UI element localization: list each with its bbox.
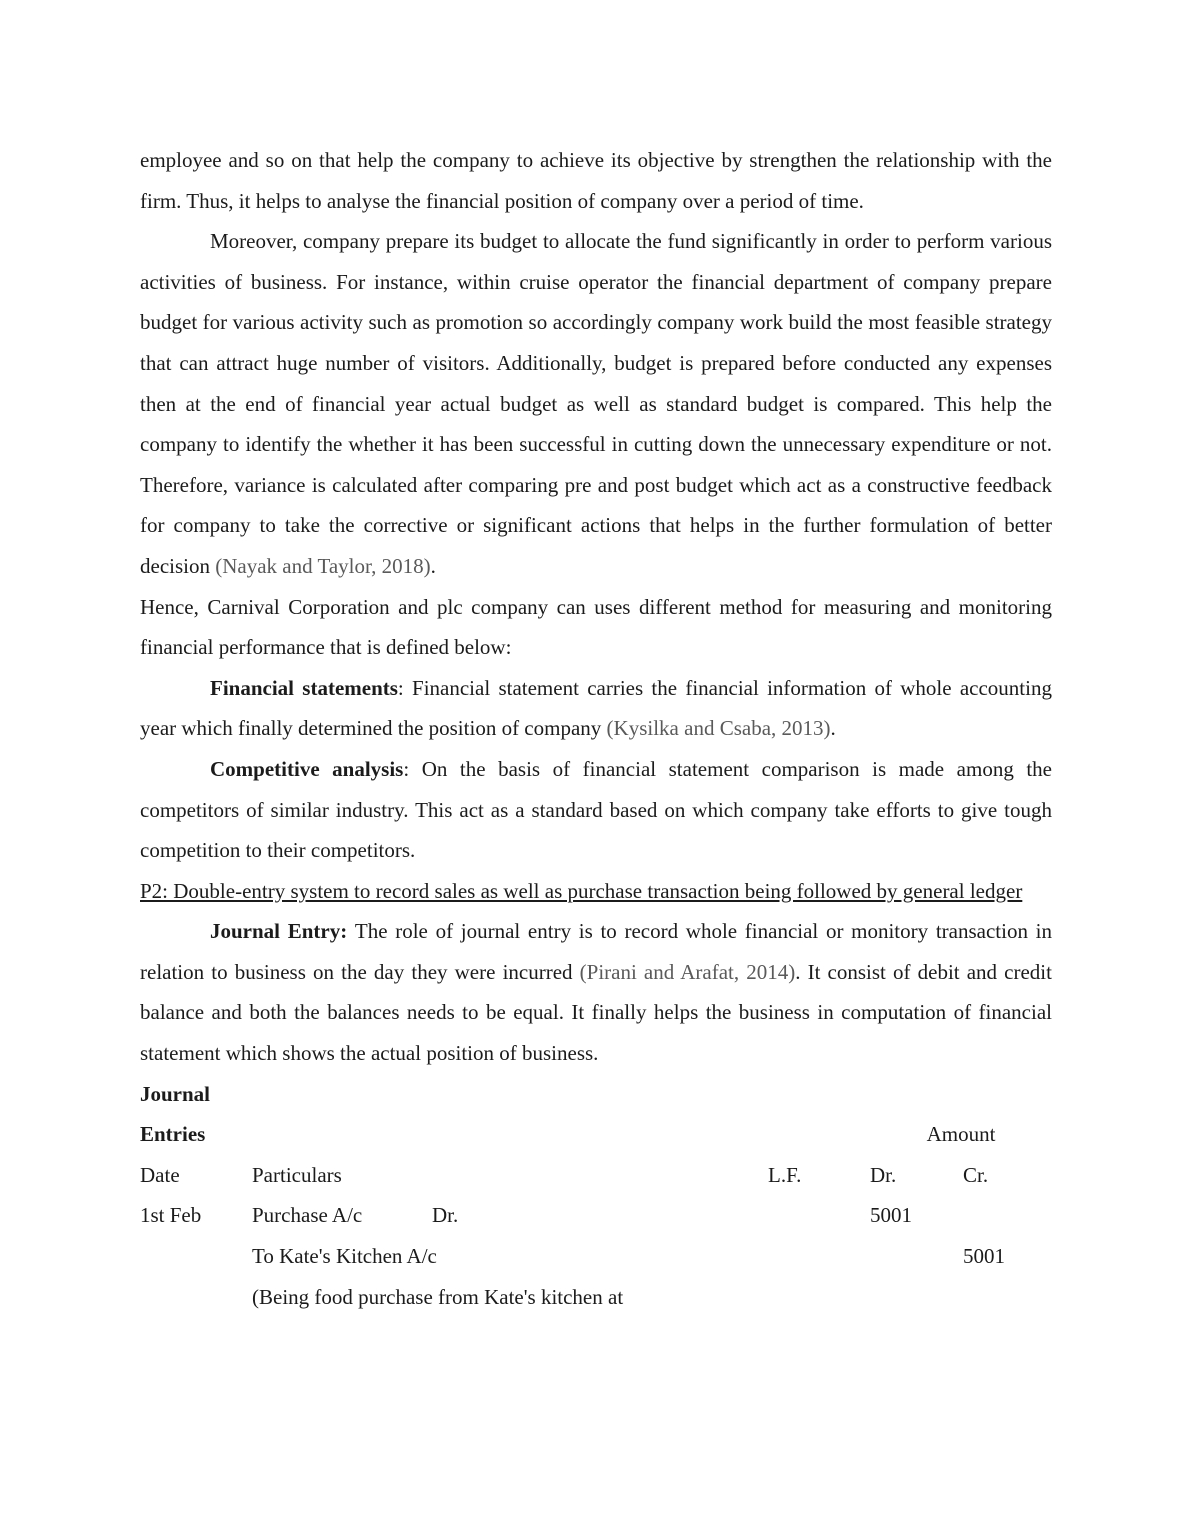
financial-statements-lead: Financial statements (210, 675, 398, 700)
paragraph-relationship: employee and so on that help the company to achieve its objective by strengthen the relationship with the firm. Thus, it helps to analyse the financial position of company over a period of time. (140, 148, 1052, 213)
entry-dr-amount: 5001 (870, 1203, 912, 1228)
paragraph-competitive-analysis (140, 749, 1052, 871)
header-cr: Cr. (963, 1162, 989, 1187)
paragraph-journal-entry (140, 911, 1052, 1073)
entry-narration: (Being food purchase from Kate's kitchen at (252, 1284, 624, 1309)
table-row-entry-credit (140, 1236, 1052, 1277)
empty-cell (768, 1236, 870, 1277)
paragraph-carnival: Hence, Carnival Corporation and plc company can uses different method for measuring and monitoring financial performance that is defined below: (140, 594, 1052, 660)
table-header-row (140, 1155, 1052, 1196)
table-row-entry-debit (140, 1195, 1052, 1236)
page-content (140, 140, 1052, 1317)
empty-cell (768, 1114, 870, 1155)
journal-entry-rest: . It consist of debit and credit balance and both the balances needs to be equal. It finally helps the business in computation of financial statement which shows the actual position of business. (140, 959, 1052, 1066)
paragraph-financial-statements (140, 668, 1052, 749)
journal-entries-table (140, 1074, 1052, 1318)
financial-statements-text: : Financial statement carries the financial information of whole accounting year which finally determined the position of company (140, 675, 1052, 741)
table-title-row-2 (140, 1114, 1052, 1155)
paragraph-budget (140, 221, 1052, 586)
journal-table-title-2: Entries (140, 1122, 206, 1147)
citation-pirani-arafat: (Pirani and Arafat, 2014) (579, 959, 796, 984)
entry-debit-account (252, 1195, 768, 1236)
competitive-analysis-text: : On the basis of financial statement comparison is made among the competitors of similar industry. This act as a standard based on which company take efforts to give tough competition to their competitors. (140, 756, 1052, 863)
entry-dr-label: Dr. (432, 1203, 459, 1228)
empty-cell (140, 1277, 252, 1318)
amount-column-label: Amount (926, 1122, 996, 1147)
header-lf: L.F. (768, 1162, 802, 1187)
empty-cell (140, 1236, 252, 1277)
table-row-narration (140, 1277, 1052, 1318)
section-heading-p2: P2: Double-entry system to record sales as well as purchase transaction being followed by general ledger (140, 878, 1023, 903)
entry-account-name: Purchase A/c (252, 1203, 363, 1228)
header-dr: Dr. (870, 1162, 897, 1187)
paragraph-budget-text: Moreover, company prepare its budget to allocate the fund significantly in order to perform various activities of business. For instance, within cruise operator the financial department of company prepare budget for various activity such as promotion so accordingly company work build the most feasible strategy that can attract huge number of visitors. Additionally, budget is prepared before conducted any expenses then at the end of financial year actual budget as well as standard budget is compared. This help the company to identify the whether it has been successful in cutting down the unnecessary expenditure or not. Therefore, variance is calculated after comparing pre and post budget which act as a constructive feedback for company to take the corrective or significant actions that helps in the further formulation of better decision (140, 229, 1052, 578)
empty-cell (768, 1195, 870, 1236)
empty-cell (768, 1277, 870, 1318)
citation-nayak-taylor: (Nayak and Taylor, 2018) (215, 553, 431, 578)
table-title-row-1 (140, 1074, 1052, 1115)
empty-cell (870, 1277, 963, 1318)
citation-kysilka-csaba: (Kysilka and Csaba, 2013) (606, 716, 831, 741)
competitive-analysis-lead: Competitive analysis (210, 756, 404, 781)
entry-credit-account: To Kate's Kitchen A/c (252, 1244, 437, 1269)
header-date: Date (140, 1162, 180, 1187)
financial-statements-period: . (830, 716, 836, 741)
empty-cell (870, 1236, 963, 1277)
entry-cr-amount: 5001 (963, 1244, 1005, 1269)
journal-entry-text: The role of journal entry is to record whole financial or monitory transaction in relation to business on the day they were incurred (140, 919, 1052, 984)
entry-date: 1st Feb (140, 1203, 202, 1228)
header-particulars: Particulars (252, 1162, 342, 1187)
empty-cell (963, 1195, 1052, 1236)
journal-table-title: Journal (140, 1081, 211, 1106)
empty-cell (963, 1277, 1052, 1318)
journal-entry-lead: Journal Entry: (210, 919, 355, 944)
paragraph-budget-period: . (430, 553, 436, 578)
